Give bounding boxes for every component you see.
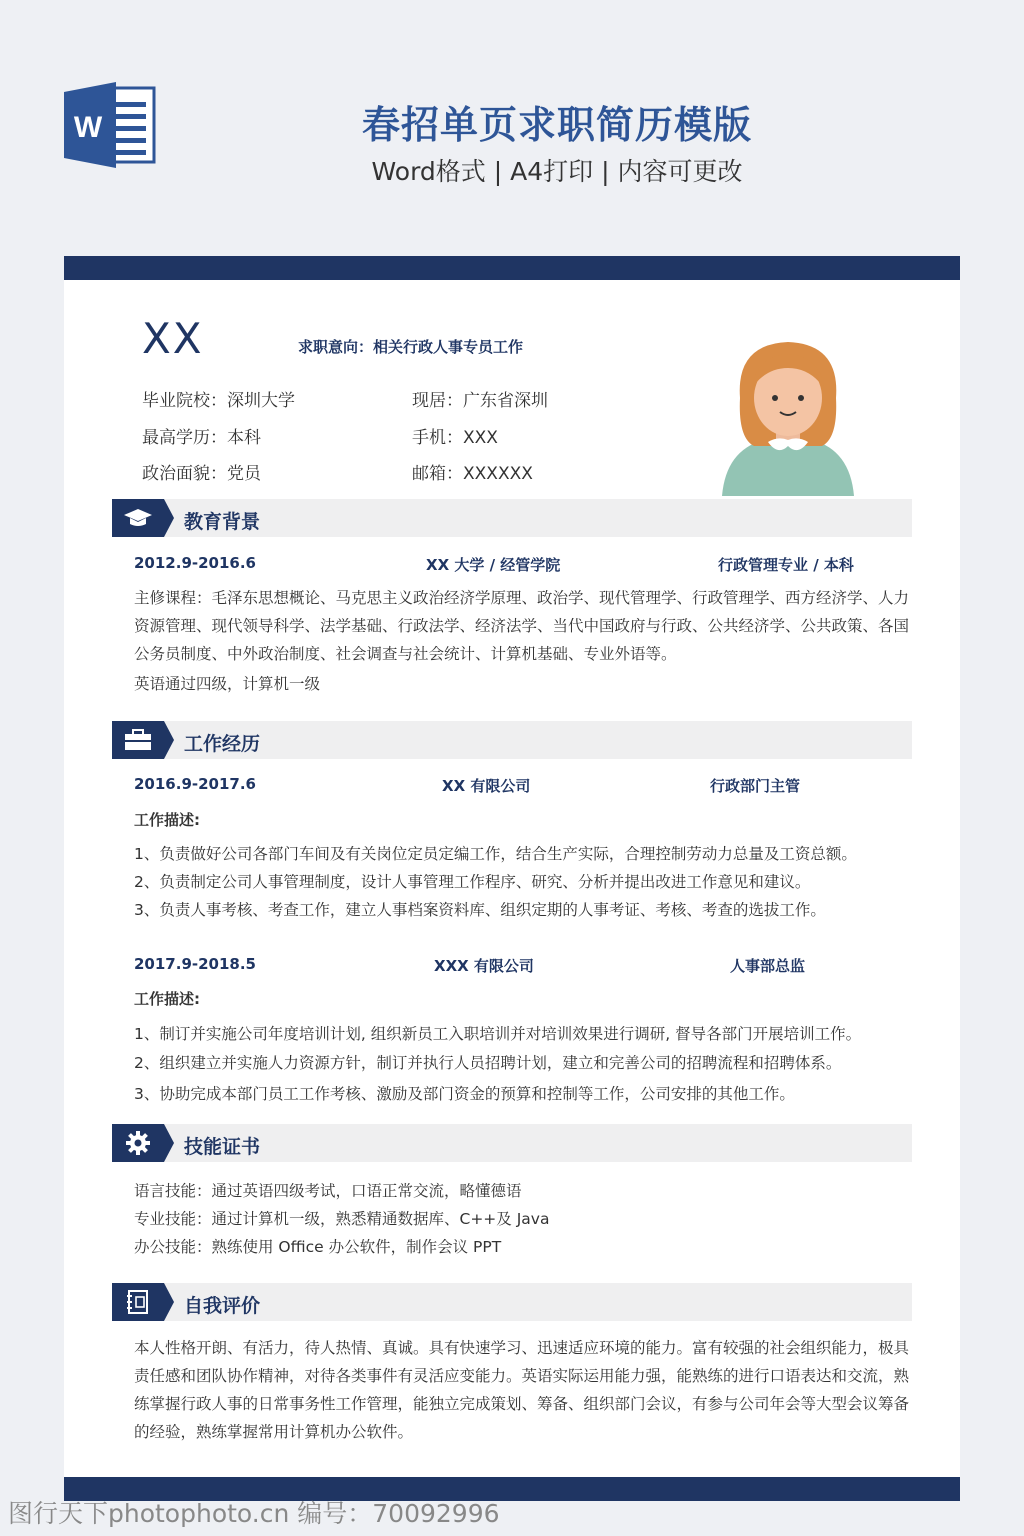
job-desc-line: 1、制订并实施公司年度培训计划, 组织新员工入职培训并对培训效果进行调研, 督导各部门开展培训工作。 [134, 1025, 862, 1043]
self-evaluation-text: 本人性格开朗、有活力，待人热情、真诚。具有快速学习、迅速适应环境的能力。富有较强的社会组织能力，极具责任感和团队协作精神，对待各类事件有灵活应变能力。英语实际运用能力强，能熟练的进行口语表达和交流，熟练掌握行政人事的日常事务性工作管理，能独立完成策划、筹备、组织部门会议，有参与公司年会等大型会议筹备的经验，熟练掌握常用计算机办公软件。 [134, 1339, 910, 1441]
section-skills [112, 1124, 912, 1162]
job-desc-label: 工作描述: [134, 990, 200, 1008]
edu-courses: 主修课程：毛泽东思想概论、马克思主义政治经济学原理、政治学、现代管理学、行政管理学、西方经济学、人力资源管理、现代领导科学、法学基础、行政法学、经济法学、当代中国政府与行政、公共经济学、公共政策、各国公务员制度、中外政治制度、社会调查与社会统计、计算机基础、专业外语等。 [134, 589, 910, 663]
section-self-evaluation [112, 1283, 912, 1321]
info-location: 现居：广东省深圳 [412, 391, 548, 411]
edu-extra: 英语通过四级，计算机一级 [134, 675, 321, 693]
section-title: 教育背景 [184, 511, 261, 533]
section-work [112, 721, 912, 759]
avatar [718, 338, 858, 496]
skill-line: 专业技能：通过计算机一级，熟悉精通数据库、C++及 Java [134, 1210, 550, 1228]
job-desc-label: 工作描述: [134, 811, 200, 829]
job-intent: 求职意向：相关行政人事专员工作 [298, 338, 524, 356]
section-title: 自我评价 [184, 1295, 261, 1317]
job-period: 2017.9-2018.5 [134, 955, 256, 973]
job-desc-line: 2、组织建立并实施人力资源方针，制订并执行人员招聘计划，建立和完善公司的招聘流程和招聘体系。 [134, 1054, 842, 1072]
section-title: 工作经历 [184, 733, 261, 755]
watermark: 图行天下photophoto.cn 编号：70092996 [8, 1499, 500, 1528]
job-company: XX 有限公司 [442, 777, 531, 795]
info-school: 毕业院校：深圳大学 [142, 391, 295, 411]
skill-line: 办公技能：熟练使用 Office 办公软件，制作会议 PPT [134, 1238, 502, 1256]
job-desc-line: 2、负责制定公司人事管理制度，设计人事管理工作程序、研究、分析并提出改进工作意见和建议。 [134, 873, 811, 891]
skill-line: 语言技能：通过英语四级考试，口语正常交流，略懂德语 [134, 1182, 522, 1200]
job-desc-line: 3、协助完成本部门员工工作考核、激励及部门资金的预算和控制等工作，公司安排的其他工作。 [134, 1085, 795, 1103]
job-period: 2016.9-2017.6 [134, 775, 256, 793]
info-phone: 手机：XXX [412, 428, 498, 448]
job-company: XXX 有限公司 [434, 957, 534, 975]
info-email: 邮箱：XXXXXX [412, 464, 533, 484]
info-political: 政治面貌：党员 [142, 464, 261, 484]
job-position: 人事部总监 [730, 957, 806, 975]
page-title: 春招单页求职简历模版 [361, 103, 752, 147]
candidate-name: XX [142, 314, 204, 363]
page-subtitle: Word格式 | A4打印 | 内容可更改 [371, 157, 743, 186]
section-title: 技能证书 [184, 1136, 261, 1158]
edu-school: XX 大学 / 经管学院 [426, 556, 561, 574]
job-desc-line: 1、负责做好公司各部门车间及有关岗位定员定编工作，结合生产实际，合理控制劳动力总量及工资总额。 [134, 845, 857, 863]
gear-icon [112, 1124, 164, 1162]
edu-period: 2012.9-2016.6 [134, 554, 256, 572]
notebook-icon [112, 1283, 164, 1321]
section-education [112, 499, 912, 537]
job-position: 行政部门主管 [710, 777, 801, 795]
job-desc-line: 3、负责人事考核、考查工作，建立人事档案资料库、组织定期的人事考证、考核、考查的选拔工作。 [134, 901, 826, 919]
word-logo-letter: W [73, 111, 103, 144]
top-bar [64, 256, 960, 280]
edu-major: 行政管理专业 / 本科 [718, 556, 854, 574]
graduation-cap-icon [112, 499, 164, 537]
resume-paper [64, 256, 960, 1501]
info-degree: 最高学历：本科 [142, 428, 261, 448]
briefcase-icon [112, 721, 164, 759]
